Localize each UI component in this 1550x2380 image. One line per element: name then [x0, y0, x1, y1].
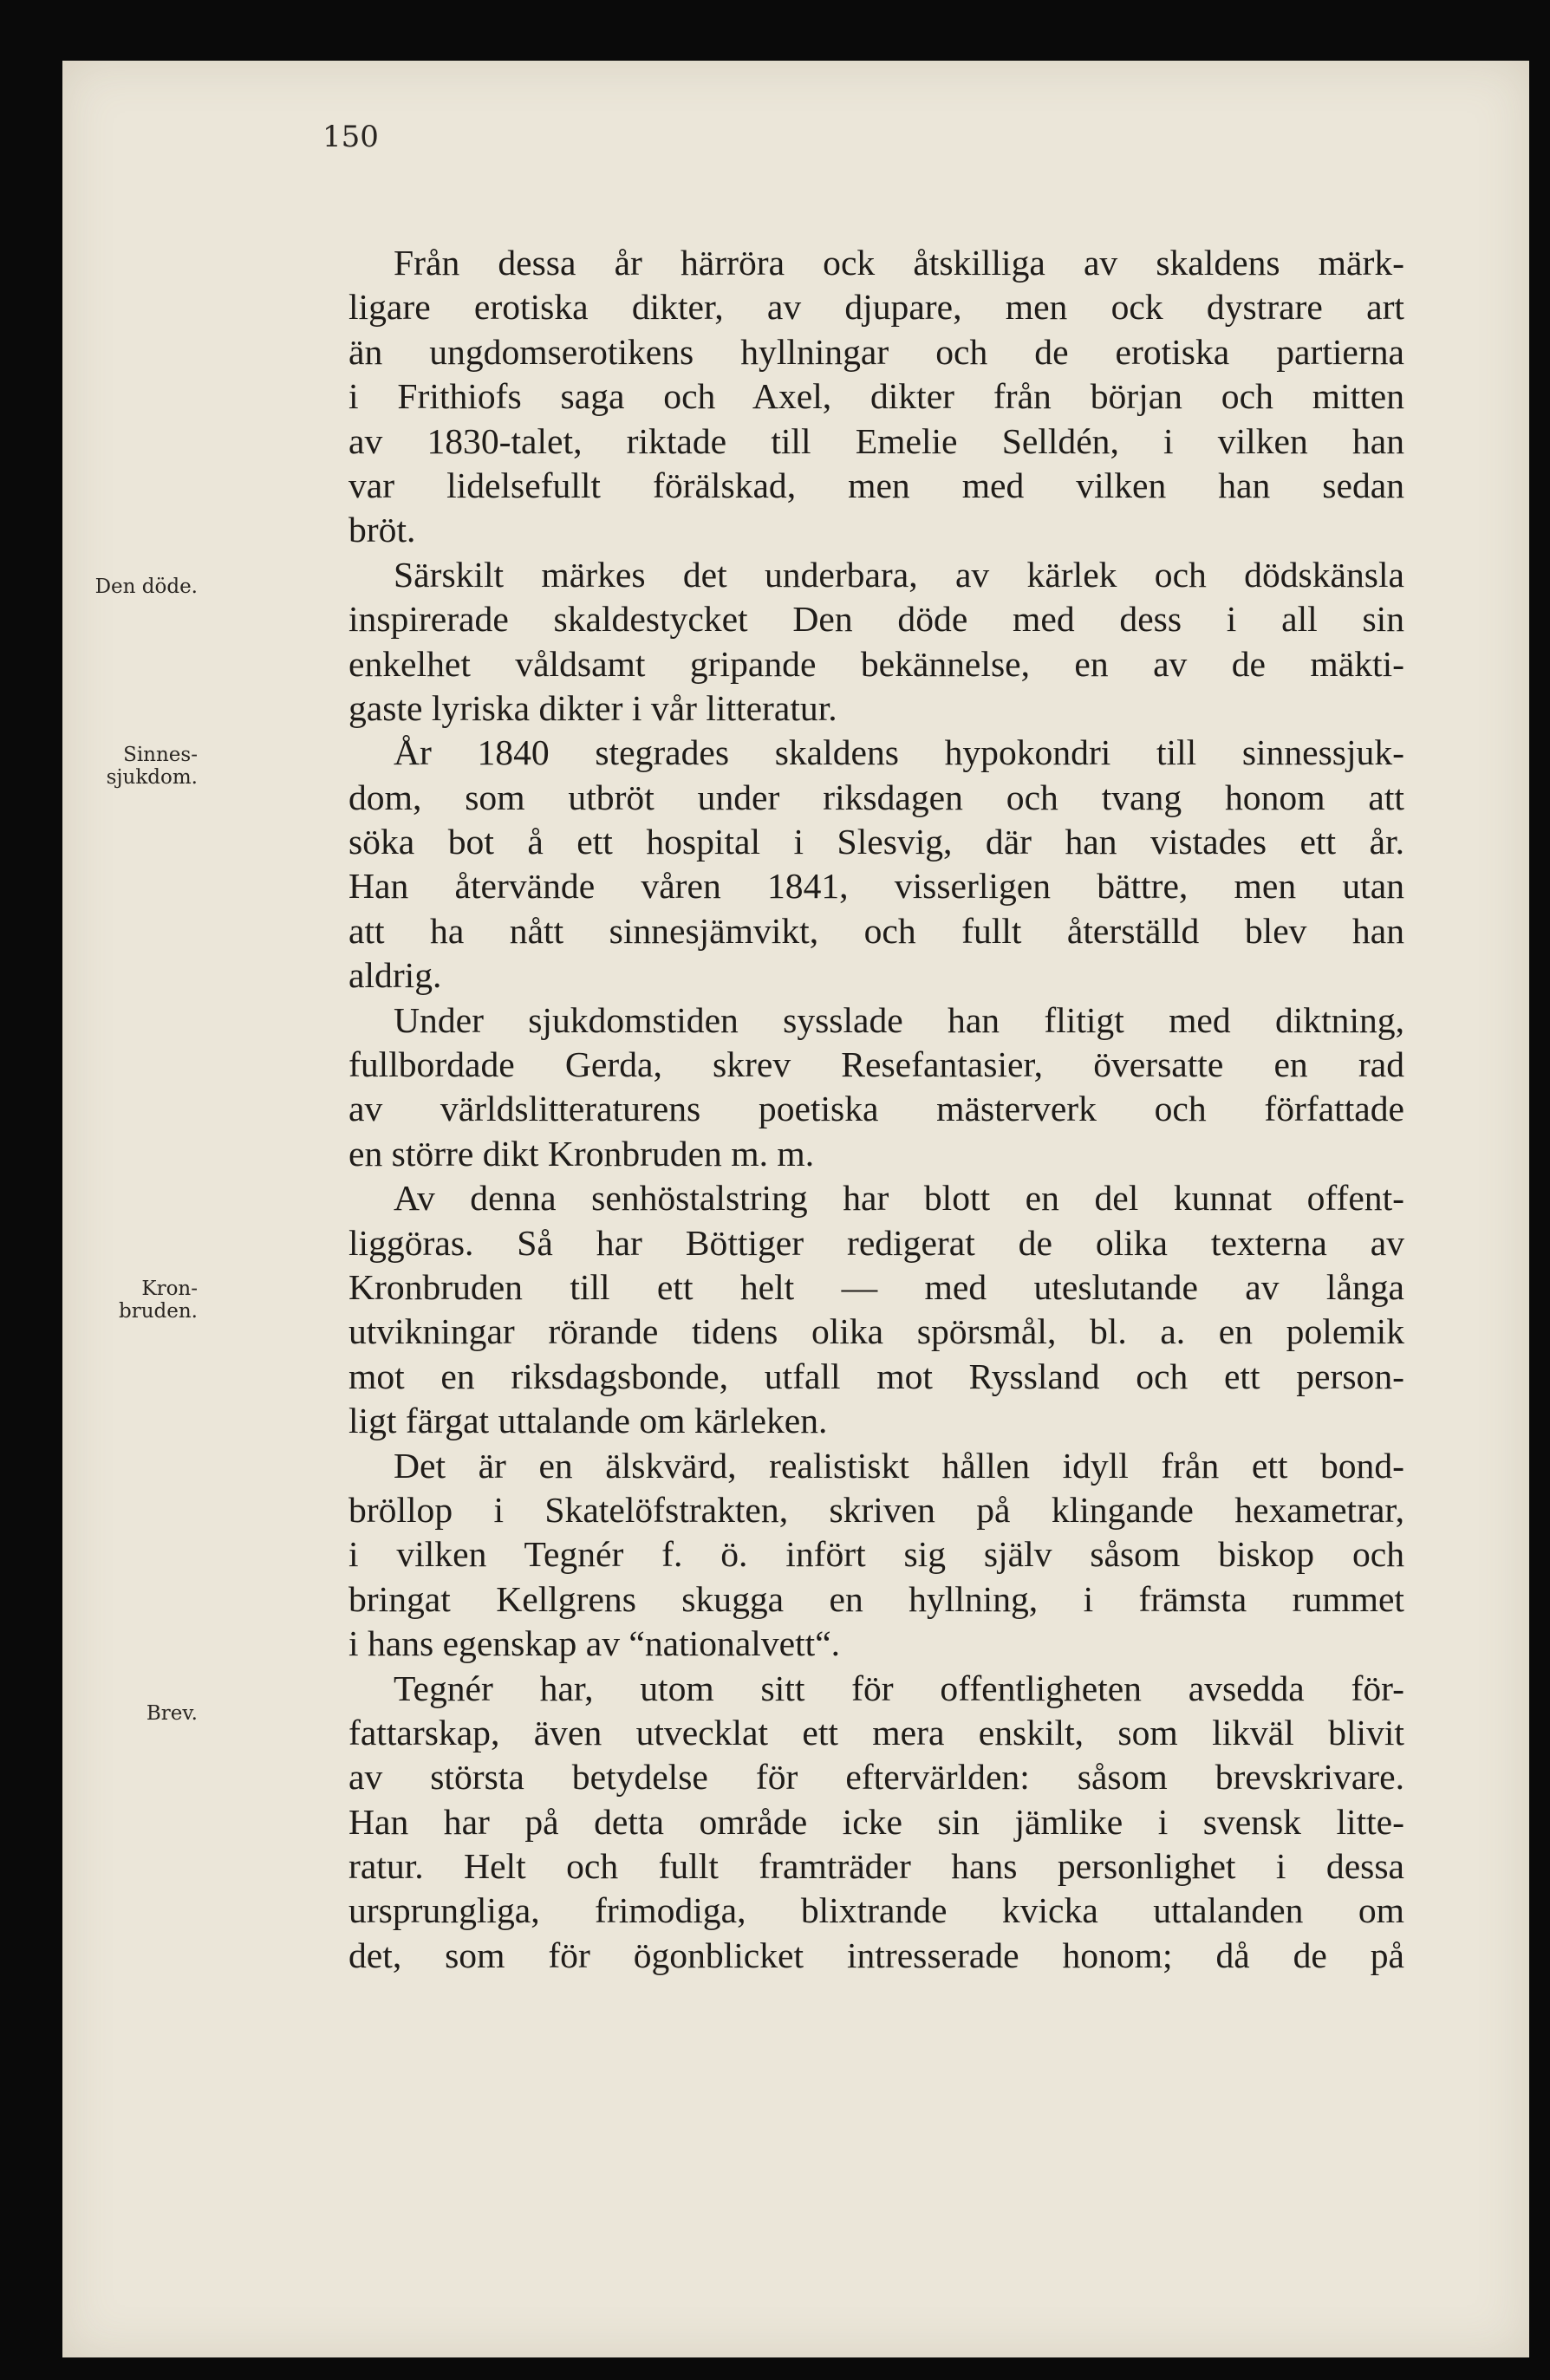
margin-note-kronbruden-line-2: bruden. — [119, 1300, 198, 1323]
paragraph-4 — [348, 998, 1404, 1177]
text-line: liggöras. Så har Böttiger redigerat de olika texterna av — [348, 1222, 1404, 1263]
paragraph-5 — [348, 1176, 1404, 1443]
text-line: i Frithiofs saga och Axel, dikter från början och mitten — [348, 376, 1404, 417]
text-line: aldrig. — [348, 955, 442, 996]
text-line: bröllop i Skatelöfstrakten, skriven på klingande hexametrar, — [348, 1489, 1404, 1530]
text-line: utvikningar rörande tidens olika spörsmål, bl. a. en polemik — [348, 1311, 1404, 1352]
paragraph-6 — [348, 1444, 1404, 1667]
text-line: ursprungliga, frimodiga, blixtrande kvicka uttalanden om — [348, 1890, 1404, 1931]
text-line: enkelhet våldsamt gripande bekännelse, en av de mäkti- — [348, 643, 1404, 684]
text-line: ligt färgat uttalande om kärleken. — [348, 1401, 828, 1441]
paragraph-1 — [348, 241, 1404, 553]
text-line: en större dikt Kronbruden m. m. — [348, 1133, 815, 1174]
margin-note-kronbruden-line-1: Kron- — [141, 1278, 198, 1300]
text-line: söka bot å ett hospital i Slesvig, där han vistades ett år. — [348, 822, 1404, 862]
paragraph-3 — [348, 731, 1404, 998]
text-line: av världslitteraturens poetiska mästerverk och författade — [348, 1089, 1404, 1129]
margin-note-den-dode — [50, 575, 198, 598]
text-line: det, som för ögonblicket intresserade honom; då de på — [348, 1935, 1404, 1975]
text-line: inspirerade skaldestycket Den döde med dess i all sin — [348, 599, 1404, 640]
margin-note-sinnessjukdom-line-2: sjukdom. — [106, 766, 198, 789]
margin-note-sinnessjukdom — [50, 744, 198, 789]
text-line: Särskilt märkes det underbara, av kärlek och dödskänsla — [394, 554, 1404, 595]
text-line: av 1830-talet, riktade till Emelie Selldén, i vilken han — [348, 420, 1404, 461]
text-line: i hans egenskap av “nationalvett“. — [348, 1623, 841, 1664]
text-line: än ungdomserotikens hyllningar och de erotiska partierna — [348, 331, 1404, 372]
margin-note-den-dode-text: Den döde. — [94, 575, 198, 598]
text-line: bringat Kellgrens skugga en hyllning, i främsta rummet — [348, 1578, 1404, 1619]
text-line: att ha nått sinnesjämvikt, och fullt återställd blev han — [348, 910, 1404, 951]
text-line: mot en riksdagsbonde, utfall mot Ryssland och ett person- — [348, 1356, 1404, 1396]
paragraph-7 — [348, 1667, 1404, 1979]
margin-note-sinnessjukdom-line-1: Sinnes- — [123, 744, 198, 766]
text-line: Kronbruden till ett helt — med uteslutande av långa — [348, 1266, 1404, 1307]
text-line: År 1840 stegrades skaldens hypokondri till sinnessjuk- — [394, 732, 1404, 773]
text-line: gaste lyriska dikter i vår litteratur. — [348, 687, 837, 728]
text-line: Han har på detta område icke sin jämlike i svensk litte- — [348, 1801, 1404, 1842]
text-line: dom, som utbröt under riksdagen och tvang honom att — [348, 777, 1404, 817]
text-line: Av denna senhöstalstring har blott en del kunnat offent- — [394, 1178, 1404, 1219]
text-line: fullbordade Gerda, skrev Resefantasier, översatte en rad — [348, 1044, 1404, 1085]
text-line: Det är en älskvärd, realistiskt hållen idyll från ett bond- — [394, 1445, 1404, 1486]
text-line: fattarskap, även utvecklat ett mera enskilt, som likväl blivit — [348, 1712, 1404, 1752]
text-line: av största betydelse för eftervärlden: såsom brevskrivare. — [348, 1757, 1404, 1798]
paragraph-2 — [348, 553, 1404, 732]
text-line: Från dessa år härröra ock åtskilliga av skaldens märk- — [394, 243, 1404, 283]
text-line: i vilken Tegnér f. ö. infört sig själv såsom biskop och — [348, 1534, 1404, 1575]
margin-note-brev-text: Brev. — [146, 1702, 198, 1725]
text-line: var lidelsefullt förälskad, men med vilken han sedan — [348, 465, 1404, 505]
text-line: Under sjukdomstiden sysslade han flitigt med diktning, — [394, 999, 1404, 1040]
body-text — [348, 241, 1404, 1978]
margin-note-kronbruden — [50, 1278, 198, 1323]
margin-note-brev — [50, 1702, 198, 1725]
text-line: bröt. — [348, 510, 416, 550]
text-line: Tegnér har, utom sitt för offentligheten avsedda för- — [394, 1668, 1404, 1708]
text-line: ratur. Helt och fullt framträder hans personlighet i dessa — [348, 1846, 1404, 1887]
text-line: ligare erotiska dikter, av djupare, men ock dystrare art — [348, 287, 1404, 328]
text-line: Han återvände våren 1841, visserligen bättre, men utan — [348, 866, 1404, 907]
page-number: 150 — [322, 120, 379, 154]
